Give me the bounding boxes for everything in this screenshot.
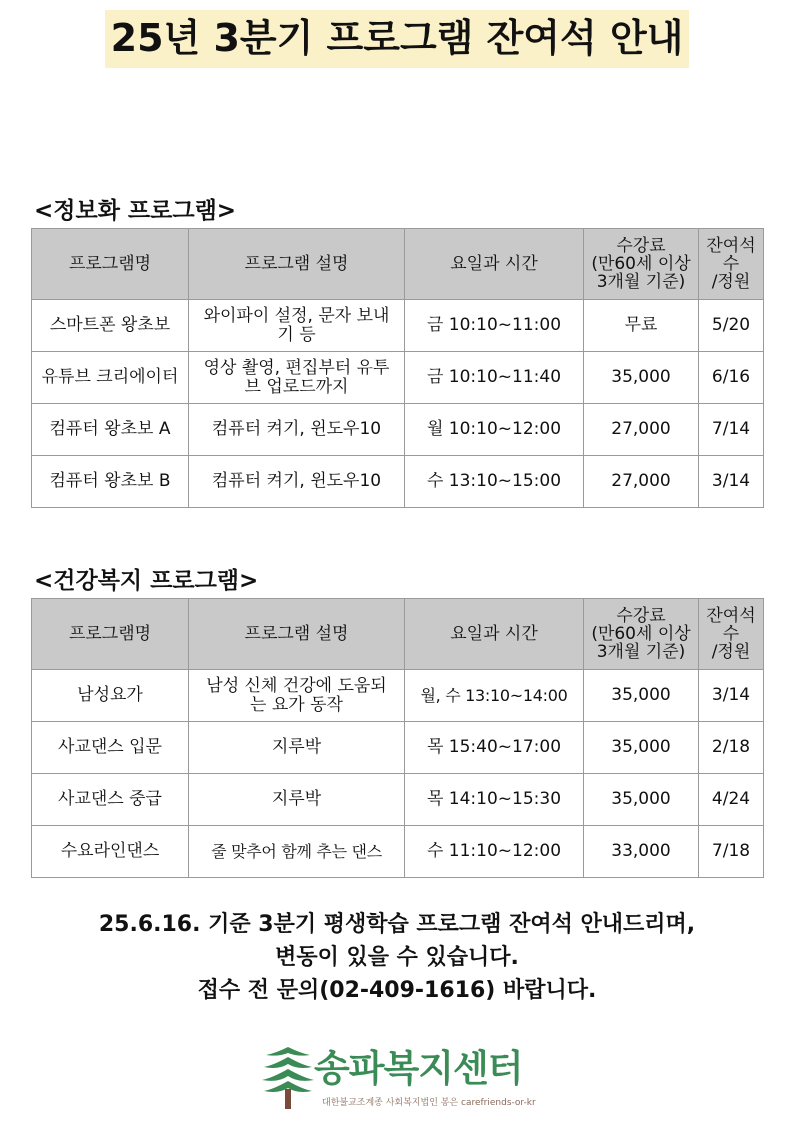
page-title: 25년 3분기 프로그램 잔여석 안내 <box>105 10 690 68</box>
cell-fee: 35,000 <box>584 352 699 404</box>
cell-desc: 영상 촬영, 편집부터 유투 브 업로드까지 <box>189 352 405 404</box>
header-seats: 잔여석 수 /정원 <box>699 229 764 300</box>
logo-subtext: 대한불교조계종 사회복지법인 봉은 carefriends-or-kr <box>322 1098 536 1108</box>
cell-desc: 남성 신체 건강에 도움되 는 요가 동작 <box>189 670 405 722</box>
cell-name: 수요라인댄스 <box>32 826 189 878</box>
cell-desc: 컴퓨터 켜기, 윈도우10 <box>189 404 405 456</box>
section-title-it: <정보화 프로그램> <box>34 198 237 224</box>
cell-name: 컴퓨터 왕초보 B <box>32 456 189 508</box>
program-table-health <box>31 598 764 878</box>
table-row <box>32 456 764 508</box>
cell-fee: 27,000 <box>584 456 699 508</box>
table-row <box>32 670 764 722</box>
cell-desc: 줄 맞추어 함께 추는 댄스 <box>189 826 405 878</box>
cell-seats: 5/20 <box>699 300 764 352</box>
cell-desc: 지루박 <box>189 774 405 826</box>
cell-name: 사교댄스 입문 <box>32 722 189 774</box>
header-time: 요일과 시간 <box>405 599 584 670</box>
cell-name: 사교댄스 중급 <box>32 774 189 826</box>
cell-fee: 35,000 <box>584 670 699 722</box>
table-row <box>32 404 764 456</box>
table-row <box>32 352 764 404</box>
table-row <box>32 300 764 352</box>
cell-time: 금 10:10~11:40 <box>405 352 584 404</box>
section-title-health: <건강복지 프로그램> <box>34 568 259 594</box>
table-row <box>32 826 764 878</box>
header-time: 요일과 시간 <box>405 229 584 300</box>
cell-time: 수 13:10~15:00 <box>405 456 584 508</box>
header-fee: 수강료 (만60세 이상 3개월 기준) <box>584 599 699 670</box>
cell-seats: 3/14 <box>699 456 764 508</box>
header-desc: 프로그램 설명 <box>189 229 405 300</box>
cell-time: 목 14:10~15:30 <box>405 774 584 826</box>
notice-line: 25.6.16. 기준 3분기 평생학습 프로그램 잔여석 안내드리며, <box>98 912 696 937</box>
cell-seats: 4/24 <box>699 774 764 826</box>
cell-seats: 2/18 <box>699 722 764 774</box>
notice-line: 접수 전 문의(02-409-1616) 바랍니다. <box>197 978 597 1003</box>
cell-name: 유튜브 크리에이터 <box>32 352 189 404</box>
cell-desc: 컴퓨터 켜기, 윈도우10 <box>189 456 405 508</box>
cell-fee: 27,000 <box>584 404 699 456</box>
header-desc: 프로그램 설명 <box>189 599 405 670</box>
cell-name: 남성요가 <box>32 670 189 722</box>
title-wrap <box>0 10 794 68</box>
cell-desc: 지루박 <box>189 722 405 774</box>
cell-time: 수 11:10~12:00 <box>405 826 584 878</box>
cell-time: 목 15:40~17:00 <box>405 722 584 774</box>
header-name: 프로그램명 <box>32 599 189 670</box>
cell-desc: 와이파이 설정, 문자 보내 기 등 <box>189 300 405 352</box>
table-header-row <box>32 229 764 300</box>
center-logo <box>262 1045 542 1115</box>
header-seats: 잔여석 수 /정원 <box>699 599 764 670</box>
cell-fee: 무료 <box>584 300 699 352</box>
notice-line: 변동이 있을 수 있습니다. <box>275 945 519 970</box>
cell-seats: 6/16 <box>699 352 764 404</box>
notice-text <box>0 908 794 1007</box>
header-fee: 수강료 (만60세 이상 3개월 기준) <box>584 229 699 300</box>
header-name: 프로그램명 <box>32 229 189 300</box>
table-header-row <box>32 599 764 670</box>
cell-fee: 35,000 <box>584 722 699 774</box>
cell-seats: 3/14 <box>699 670 764 722</box>
cell-time: 월, 수 13:10~14:00 <box>405 670 584 722</box>
table-row <box>32 774 764 826</box>
cell-time: 금 10:10~11:00 <box>405 300 584 352</box>
cell-time: 월 10:10~12:00 <box>405 404 584 456</box>
cell-seats: 7/18 <box>699 826 764 878</box>
cell-name: 컴퓨터 왕초보 A <box>32 404 189 456</box>
cell-fee: 35,000 <box>584 774 699 826</box>
table-row <box>32 722 764 774</box>
logo-name: 송파복지센터 <box>314 1047 523 1090</box>
cell-fee: 33,000 <box>584 826 699 878</box>
tree-logo-icon <box>262 1045 314 1111</box>
program-table-it <box>31 228 764 508</box>
cell-seats: 7/14 <box>699 404 764 456</box>
cell-name: 스마트폰 왕초보 <box>32 300 189 352</box>
